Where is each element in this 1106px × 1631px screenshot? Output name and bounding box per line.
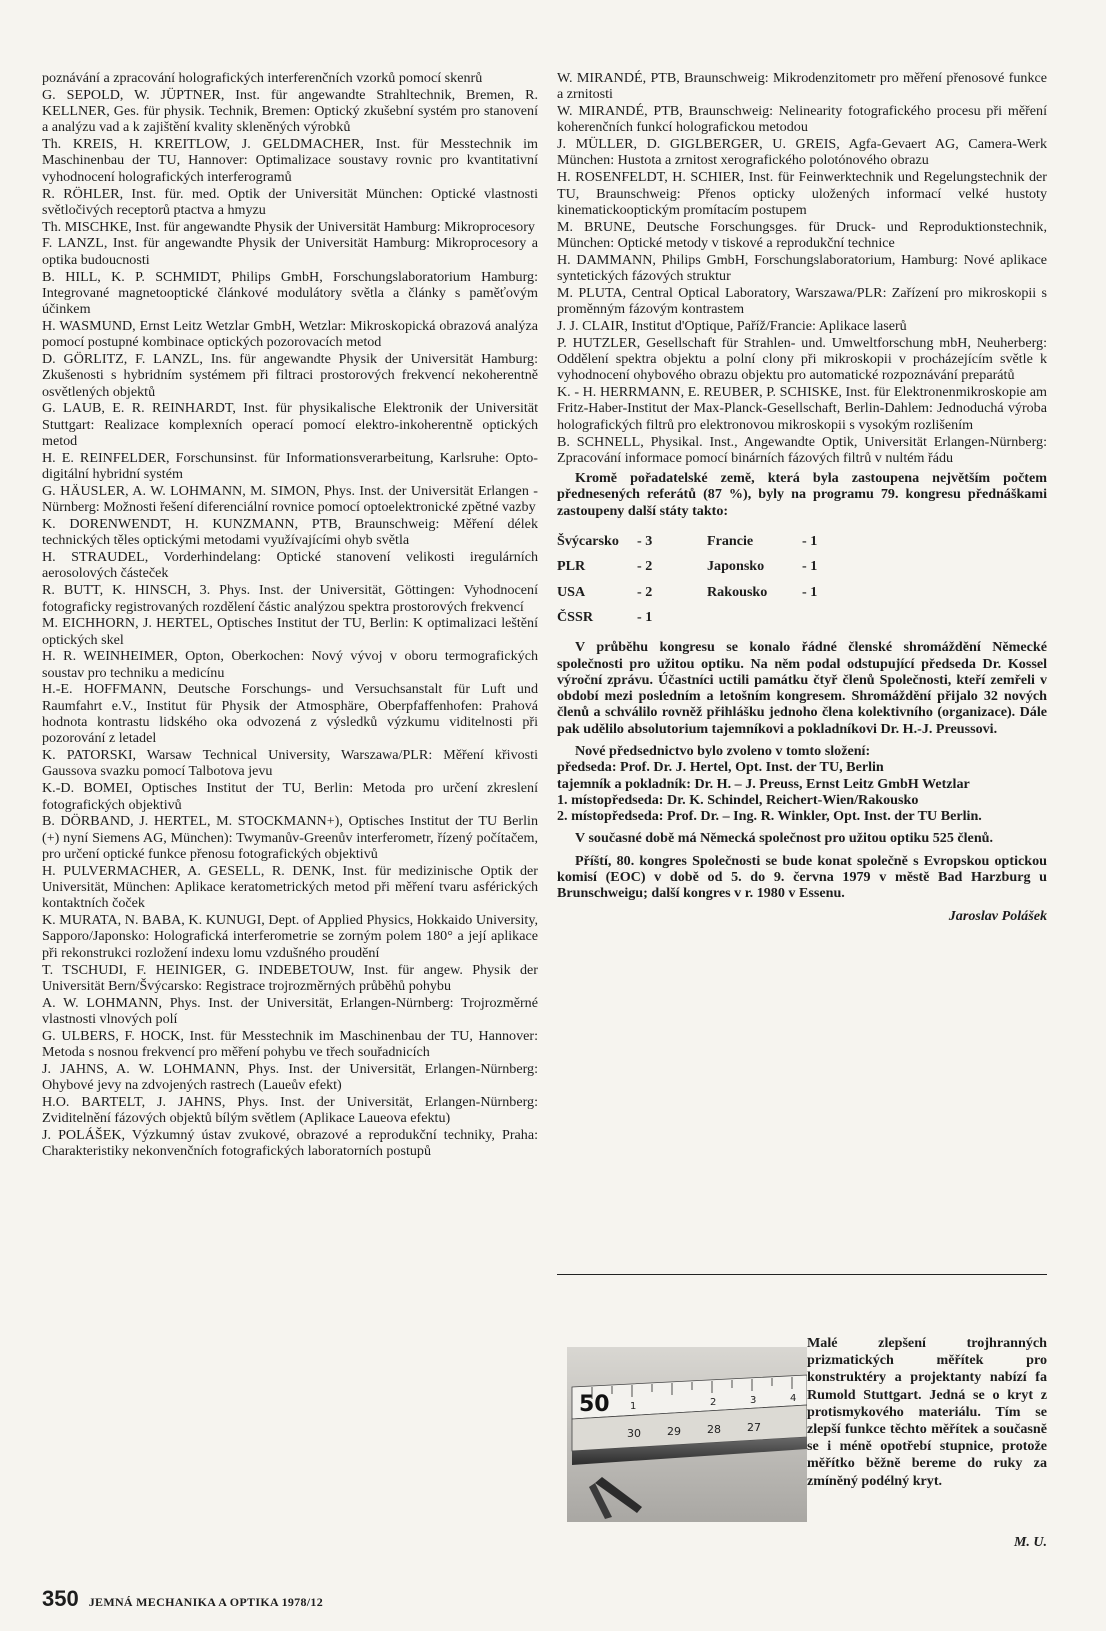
entry: J. MÜLLER, D. GIGLBERGER, U. GREIS, Agfa-Gevaert AG, Camera-Werk München: Hustota a zrnitost xerografického polotónového obrazu: [557, 136, 1047, 169]
entry: K.-D. BOMEI, Optisches Institut der TU, Berlin: Metoda pro určení zkreslení fotografických objektivů: [42, 780, 538, 813]
entry: poznávání a zpracování holografických interferenčních vzorků pomocí skenrů: [42, 70, 483, 86]
entry: J. J. CLAIR, Institut d'Optique, Paříž/Francie: Aplikace laserů: [557, 317, 907, 334]
country-stats-table: [557, 533, 1047, 625]
article-signature: Jaroslav Polášek: [948, 907, 1047, 924]
entry: Th. KREIS, H. KREITLOW, J. GELDMACHER, Inst. für Messtechnik im Maschinenbau der TU, Hannover: Optimalizace soustavy rovnic pro kvantitativní vyhodnocení holografických interferogramů: [42, 136, 538, 185]
members-paragraph: V současné době má Německá společnost pro užitou optiku 525 členů.: [575, 830, 994, 847]
entry: H.-E. HOFFMANN, Deutsche Forschungs- und Versuchsanstalt für Luft und Raumfahrt e.V., Institut für Physik der Atmosphäre, Oberpfaffenhofen: Prahová hodnota kontrastu lidského oka odvozená z výsledků výzkumu viditelnosti při pozorování z letadel: [42, 681, 538, 747]
stat-count: - 1: [802, 558, 818, 575]
entry: J. JAHNS, A. W. LOHMANN, Phys. Inst. der Universität, Erlangen-Nürnberg: Ohybové jevy na zdvojených rastrech (Laueův efekt): [42, 1060, 538, 1094]
entry: K. DORENWENDT, H. KUNZMANN, PTB, Braunschweig: Měření délek technických těles optickými metodami využívajícími ohyb světla: [42, 516, 538, 549]
entry: K. PATORSKI, Warsaw Technical University, Warszawa/PLR: Měření křivosti Gaussova svazku pomocí Talbotova jevu: [42, 747, 538, 780]
board-line: předseda: Prof. Dr. J. Hertel, Opt. Inst. der TU, Berlin: [557, 759, 884, 776]
entry: G. LAUB, E. R. REINHARDT, Inst. für physikalische Elektronik der Universität Stuttgart: Realizace komplexních operací pomocí elektro-inkoherentně optických metod: [42, 400, 538, 450]
board-line: 2. místopředseda: Prof. Dr. – Ing. R. Winkler, Opt. Inst. der TU Berlin.: [557, 808, 982, 825]
stat-country: Francie: [707, 533, 754, 550]
right-column: [557, 70, 1047, 924]
meeting-paragraph: V průběhu kongresu se konalo řádné členské shromáždění Německé společnosti pro užitou optiku. Na něm podal odstupující předseda Dr. Kossel výroční zprávu. Účastníci uctili památku čtyř členů Společnosti, kteří zemřeli v období mezi posledním a letošním kongresem. Shromáždění přijalo 32 nových členů a schválilo rovněž přihlášku jednoho člena kolektivního (organizace). Dále pak udělilo absolutorium tajemníkovi a pokladníkovi Dr. H.-J. Preussovi.: [557, 639, 1047, 737]
entry: W. MIRANDÉ, PTB, Braunschweig: Mikrodenzitometr pro měření přenosové funkce a zrnitosti: [557, 70, 1047, 103]
ruler-number: 2: [710, 1397, 717, 1408]
stat-country: PLR: [557, 558, 586, 575]
stat-country: ČSSR: [557, 608, 594, 625]
stat-count: - 1: [802, 533, 818, 550]
entry: B. SCHNELL, Physikal. Inst., Angewandte Optik, Universität Erlangen-Nürnberg: Zpracování informace pomocí binárních fázových filtrů v nultém řádu: [557, 433, 1047, 466]
entry: J. POLÁŠEK, Výzkumný ústav zvukové, obrazové a reprodukční techniky, Praha: Charakteristiky nekonvenčních fotografických laboratorních postupů: [42, 1127, 538, 1160]
entry: G. SEPOLD, W. JÜPTNER, Inst. für angewandte Strahltechnik, Bremen, R. KELLNER, Ges. für physik. Technik, Bremen: Optický zkušební systém pro stanovení a analýzu vad a k zajištění kvality skleněných výrobků: [42, 86, 538, 136]
entry: M. PLUTA, Central Optical Laboratory, Warszawa/PLR: Zařízení pro mikroskopii s proměnným fázovým kontrastem: [557, 284, 1047, 318]
entry: G. ULBERS, F. HOCK, Inst. für Messtechnik im Maschinenbau der TU, Hannover: Metoda s nosnou frekvencí pro měření pohybu ve třech souřadnicích: [42, 1027, 538, 1061]
intro-paragraph: Kromě pořadatelské země, která byla zastoupena největším počtem přednesených referátů (87 %), byly na programu 79. kongresu přednáškami zastoupeny další státy takto:: [557, 470, 1047, 519]
product-note-text: Malé zlepšení trojhranných prizmatických měřítek pro konstruktéry a projektanty nabízí fa Rumold Stuttgart. Jedná se o kryt z protismykového materiálu. Tím se zlepší funkce těchto měřítek a současně se i méně opotřebí stupnice, protože měřítko běžně bereme do ruky za zmíněný podélný kryt.: [807, 1335, 1047, 1489]
entry: Th. MISCHKE, Inst. für angewandte Physik der Universität Hamburg: Mikroprocesory: [42, 218, 535, 235]
product-note: [557, 1335, 1047, 1565]
stat-count: - 3: [637, 533, 653, 550]
stat-count: - 2: [637, 558, 653, 575]
ruler-number: 3: [750, 1395, 757, 1406]
stat-country: USA: [557, 583, 586, 600]
section-divider: [557, 1274, 1047, 1275]
entry: R. BUTT, K. HINSCH, 3. Phys. Inst. der Universität, Göttingen: Vyhodnocení fotograficky registrovaných rozdělení částic analýzou spektra prostorových frekvencí: [42, 582, 538, 615]
entry: P. HUTZLER, Gesellschaft für Strahlen- und. Umweltforschung mbH, Neuherberg: Oddělení spektra objektu a polní clony při mikroskopii v procházejícím světle k vyhodnocení ohybového obrazu objektu pro automatické rozpoznávání preparátů: [557, 334, 1047, 384]
entry: B. DÖRBAND, J. HERTEL, M. STOCKMANN+), Optisches Institut der TU Berlin (+) nyní Siemens AG, München): Twymanův-Greenův interferometr, řízený počítačem, pro určení optické funkce přenosu fotografických objektivů: [42, 813, 538, 862]
stat-country: Japonsko: [707, 558, 765, 575]
ruler-number: 29: [667, 1425, 681, 1438]
page-footer: [42, 1586, 323, 1612]
entry: B. HILL, K. P. SCHMIDT, Philips GmbH, Forschungslaboratorium Hamburg: Integrované magnetooptické článkové modulátory světla a články s paměťovým účinkem: [42, 268, 538, 318]
stat-count: - 2: [637, 583, 653, 600]
entry: T. TSCHUDI, F. HEINIGER, G. INDEBETOUW, Inst. für angew. Physik der Universität Bern/Švýcarsko: Registrace trojrozměrných průběhů pohybu: [42, 961, 538, 994]
entry: H. STRAUDEL, Vorderhindelang: Optické stanovení velikosti iregulárních aerosolových částeček: [42, 549, 538, 582]
left-column: [42, 70, 538, 1160]
entry: H. DAMMANN, Philips GmbH, Forschungslaboratorium, Hamburg: Nové aplikace syntetických fázových struktur: [557, 251, 1047, 285]
entry: M. BRUNE, Deutsche Forschungsges. für Druck- und Reproduktionstechnik, München: Optické metody v tiskové a reprodukční technice: [557, 218, 1047, 251]
board-line: 1. místopředseda: Dr. K. Schindel, Reichert-Wien/Rakousko: [557, 791, 919, 808]
page-number: 350: [42, 1586, 79, 1611]
entry: W. MIRANDÉ, PTB, Braunschweig: Nelinearity fotografického procesu při měření koherenčních funkcí holografickou metodou: [557, 103, 1047, 136]
entry: H. PULVERMACHER, A. GESELL, R. DENK, Inst. für medizinische Optik der Universität, München: Aplikace keratometrických metod při měření tvaru asférických kontaktních čoček: [42, 862, 538, 912]
ruler-number: 28: [707, 1423, 721, 1436]
stat-country: [707, 609, 802, 625]
entry: H. ROSENFELDT, H. SCHIER, Inst. für Feinwerktechnik und Regelungstechnik der TU, Braunschweig: Přenos opticky uložených informací velké hustoty kinematickooptickým promítacím postupem: [557, 169, 1047, 218]
ruler-photo: [567, 1347, 807, 1522]
stat-country: Rakousko: [707, 583, 768, 600]
board-intro: Nové předsednictvo bylo zvoleno v tomto složení:: [575, 742, 871, 759]
entry: G. HÄUSLER, A. W. LOHMANN, M. SIMON, Phys. Inst. der Universität Erlangen - Nürnberg: Možnosti řešení diferenciální rovnice pomocí optoelektronické zpětné vazby: [42, 482, 538, 516]
next-congress-paragraph: Příští, 80. kongres Společnosti se bude konat společně s Evropskou optickou komisí (EOC) v době od 5. do 9. června 1979 v městě Bad Harzburg u Brunschweigu; další kongres v r. 1980 v Essenu.: [557, 852, 1047, 902]
entry: F. LANZL, Inst. für angewandte Physik der Universität Hamburg: Mikroprocesory a optika budoucnosti: [42, 235, 538, 268]
board-line: tajemník a pokladník: Dr. H. – J. Preuss, Ernst Leitz GmbH Wetzlar: [557, 775, 970, 792]
entry: H. R. WEINHEIMER, Opton, Oberkochen: Nový vývoj v oboru termografických soustav pro techniku a medicínu: [42, 648, 538, 681]
entry: K. - H. HERRMANN, E. REUBER, P. SCHISKE, Inst. für Elektronenmikroskopie am Fritz-Haber-Institut der Max-Planck-Gesellschaft, Berlin-Dahlem: Jednoduchá výroba holografických filtrů pro elektronovou mikroskopii s vysokým rozlišením: [557, 384, 1047, 433]
stat-count: - 1: [802, 583, 818, 600]
entry: M. EICHHORN, J. HERTEL, Optisches Institut der TU, Berlin: K optimalizaci leštění optických skel: [42, 615, 538, 648]
stat-count: [802, 609, 842, 625]
stat-country: Švýcarsko: [557, 533, 619, 550]
journal-name: JEMNÁ MECHANIKA A OPTIKA 1978/12: [88, 1595, 324, 1609]
stat-count: - 1: [637, 608, 653, 625]
ruler-number: 1: [630, 1401, 637, 1412]
ruler-big-label: 50: [579, 1392, 610, 1417]
entry: A. W. LOHMANN, Phys. Inst. der Universität, Erlangen-Nürnberg: Trojrozměrné vlastnosti vlnových polí: [42, 994, 538, 1027]
ruler-number: 30: [627, 1427, 641, 1440]
entry: K. MURATA, N. BABA, K. KUNUGI, Dept. of Applied Physics, Hokkaido University, Sapporo/Japonsko: Holografická interferometrie se zorným polem 180° a její aplikace při rekonstrukci rozložení indexu lomu vzdušného proudění: [42, 912, 538, 961]
entry: H. E. REINFELDER, Forschunsinst. für Informationsverarbeitung, Karlsruhe: Opto-digitální hybridní systém: [42, 449, 538, 483]
entry: R. RÖHLER, Inst. für. med. Optik der Universität München: Optické vlastnosti světločivých receptorů ptactva a hmyzu: [42, 185, 538, 218]
ruler-number: 27: [747, 1421, 761, 1434]
entry: D. GÖRLITZ, F. LANZL, Ins. für angewandte Physik der Universität Hamburg: Zkušenosti s hybridním systémem při filtraci prostorových frekvencí nekoherentně osvětlených objektů: [42, 351, 538, 400]
product-note-signature: M. U.: [1013, 1535, 1047, 1550]
entry: H. WASMUND, Ernst Leitz Wetzlar GmbH, Wetzlar: Mikroskopická obrazová analýza pomocí postupné kombinace optických pozorovacích metod: [42, 317, 538, 351]
entry: H.O. BARTELT, J. JAHNS, Phys. Inst. der Universität, Erlangen-Nürnberg: Zviditelnění fázových objektů bílým světlem (Aplikace Laueova efektu): [42, 1093, 538, 1127]
ruler-number: 4: [790, 1393, 797, 1404]
